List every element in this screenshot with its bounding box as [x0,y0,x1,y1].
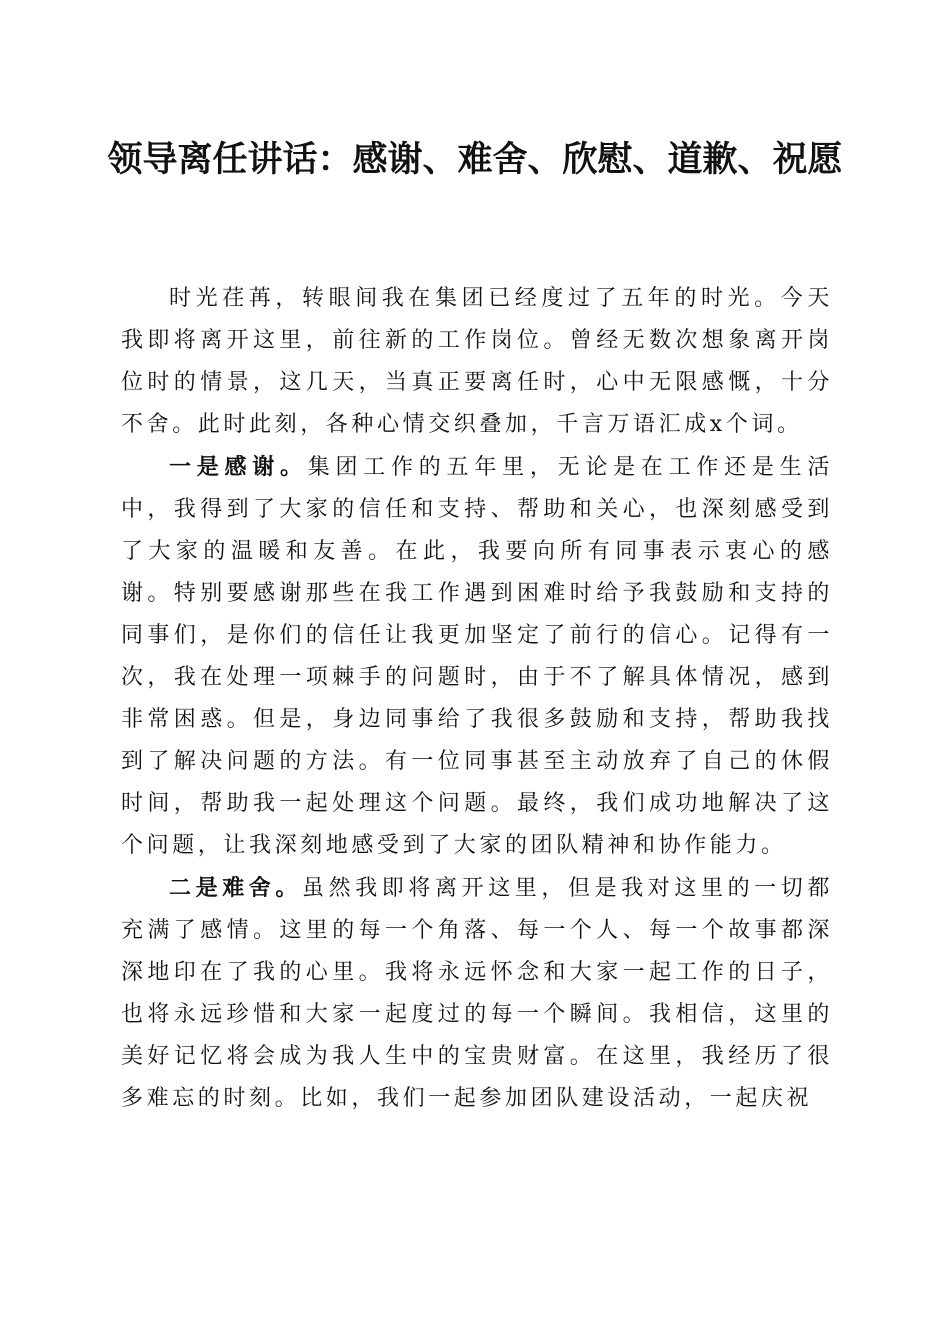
paragraph-text: 集团工作的五年里，无论是在工作还是生活中，我得到了大家的信任和支持、帮助和关心，也深刻感受到了大家的温暖和友善。在此，我要向所有同事表示衷心的感谢。特别要感谢那些在我工作遇到困难时给予我鼓励和支持的同事们，是你们的信任让我更加坚定了前行的信心。记得有一次，我在处理一项棘手的问题时，由于不了解具体情况，感到非常困惑。但是，身边同事给了我很多鼓励和支持，帮助我找到了解决问题的方法。有一位同事甚至主动放弃了自己的休假时间，帮助我一起处理这个问题。最终，我们成功地解决了这个问题，让我深刻地感受到了大家的团队精神和协作能力。 [121,455,833,858]
paragraph-intro [121,278,833,446]
paragraph-text: 时光荏苒，转眼间我在集团已经度过了五年的时光。今天我即将离开这里，前往新的工作岗位。曾经无数次想象离开岗位时的情景，这几天，当真正要离任时，心中无限感慨，十分不舍。此时此刻，各种心情交织叠加，千言万语汇成x个词。 [121,286,833,437]
paragraph-lead: 二是难舍。 [169,875,302,901]
paragraph-lead: 一是感谢。 [169,454,308,480]
document-body [121,278,833,1120]
paragraph-thanks [121,446,833,867]
paragraph-reluctance [121,867,833,1120]
paragraph-text: 虽然我即将离开这里，但是我对这里的一切都充满了感情。这里的每一个角落、每一个人、每一个故事都深深地印在了我的心里。我将永远怀念和大家一起工作的日子，也将永远珍惜和大家一起度过的每一个瞬间。我相信，这里的美好记忆将会成为我人生中的宝贵财富。在这里，我经历了很多难忘的时刻。比如，我们一起参加团队建设活动，一起庆祝 [121,876,833,1111]
document-title: 领导离任讲话：感谢、难舍、欣慰、道歉、祝愿 [107,139,843,180]
